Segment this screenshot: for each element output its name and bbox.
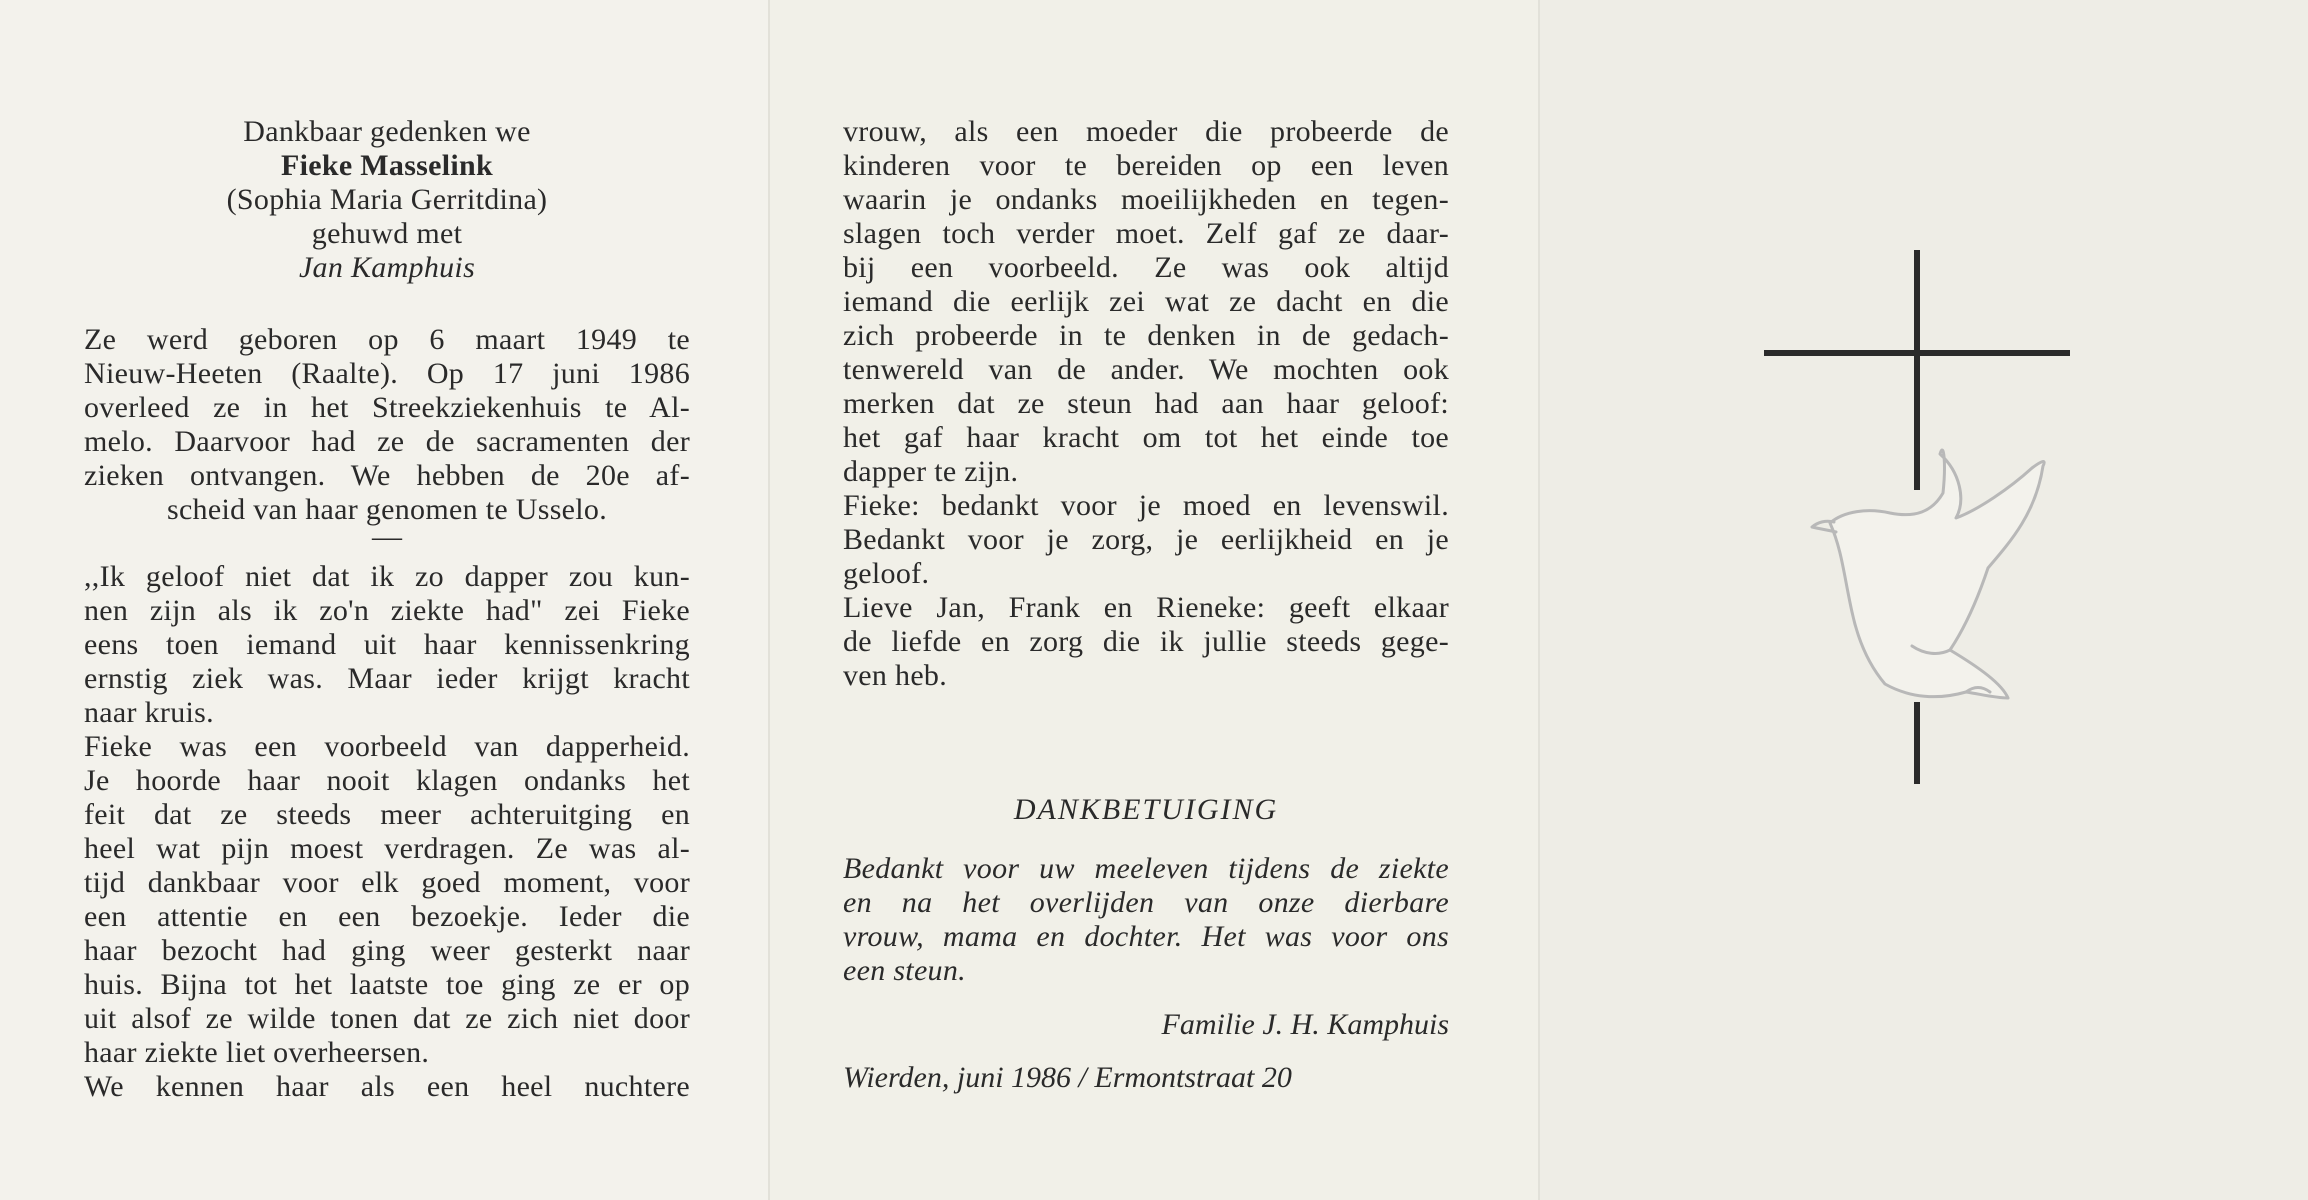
cont-line: iemand die eerlijk zei wat ze dacht en die <box>843 285 1449 318</box>
story-line: tijd dankbaar voor elk goed moment, voor <box>84 866 690 899</box>
bio-line: scheid van haar genomen te Usselo. <box>166 493 608 526</box>
bio-line: Ze werd geboren op 6 maart 1949 te <box>84 323 690 356</box>
fold-line <box>768 0 770 1200</box>
cont-line: het gaf haar kracht om tot het einde toe <box>843 421 1449 454</box>
married-line: gehuwd met <box>311 217 463 250</box>
fold-line <box>1538 0 1540 1200</box>
story-line: haar bezocht had ging weer gesterkt naar <box>84 934 690 967</box>
thanks-title: DANKBETUIGING <box>1013 793 1279 826</box>
place-date: Wierden, juni 1986 / Ermontstraat 20 <box>843 1061 1292 1094</box>
thanks-line: vrouw, mama en dochter. Het was voor ons <box>843 920 1449 953</box>
cont-line: zich probeerde in te denken in de gedach- <box>843 319 1449 352</box>
dove-icon <box>1812 450 2044 698</box>
story-line: uit alsof ze wilde tonen dat ze zich niet door <box>84 1002 690 1035</box>
cont-line: waarin je ondanks moeilijkheden en tegen- <box>843 183 1449 216</box>
story-line: heel wat pijn moest verdragen. Ze was al- <box>84 832 690 865</box>
story-line: huis. Bijna tot het laatste toe ging ze er op <box>84 968 690 1001</box>
family-line: ven heb. <box>843 659 948 692</box>
quote-line: ernstig ziek was. Maar ieder krijgt kracht <box>84 662 690 695</box>
family-line: Lieve Jan, Frank en Rieneke: geeft elkaar <box>843 591 1449 624</box>
quote-paragraph <box>84 560 690 1104</box>
quote-line: naar kruis. <box>84 696 214 729</box>
cont-line: dapper te zijn. <box>843 455 1019 488</box>
story-line: Je hoorde haar nooit klagen ondanks het <box>84 764 690 797</box>
story-line: Fieke was een voorbeeld van dapperheid. <box>84 730 690 763</box>
thanks-body <box>843 852 1449 988</box>
bio-line: overleed ze in het Streekziekenhuis te Al- <box>84 391 690 424</box>
bio-line: melo. Daarvoor had ze de sacramenten der <box>84 425 690 458</box>
deceased-name: Fieke Masselink <box>281 149 493 182</box>
signature: Familie J. H. Kamphuis <box>1161 1008 1449 1041</box>
quote-line: nen zijn als ik zo'n ziekte had" zei Fieke <box>84 594 690 627</box>
farewell-line: Bedankt voor je zorg, je eerlijkheid en je <box>843 523 1449 556</box>
cont-line: tenwereld van de ander. We mochten ook <box>843 353 1449 386</box>
quote-line: eens toen iemand uit haar kennissenkring <box>84 628 690 661</box>
story-line: haar ziekte liet overheersen. <box>84 1036 430 1069</box>
continued-text <box>843 115 1449 693</box>
spouse-name: Jan Kamphuis <box>298 251 476 284</box>
cont-line: merken dat ze steun had aan haar geloof: <box>843 387 1449 420</box>
thanks-line: Bedankt voor uw meeleven tijdens de ziekte <box>843 852 1449 885</box>
quote-line: ,,Ik geloof niet dat ik zo dapper zou kun- <box>84 560 690 593</box>
cross-dove-symbol <box>1760 250 2110 790</box>
cont-line: bij een voorbeeld. Ze was ook altijd <box>843 251 1449 284</box>
cont-line: slagen toch verder moet. Zelf gaf ze daar- <box>843 217 1449 250</box>
story-line: We kennen haar als een heel nuchtere <box>84 1070 690 1103</box>
biography <box>84 323 690 527</box>
intro-line: Dankbaar gedenken we <box>243 115 531 148</box>
memorial-header <box>84 115 690 285</box>
divider: — <box>372 520 402 553</box>
farewell-line: geloof. <box>843 557 930 590</box>
thanks-line: een steun. <box>843 954 966 987</box>
story-line: feit dat ze steeds meer achteruitging en <box>84 798 690 831</box>
bio-line: zieken ontvangen. We hebben de 20e af- <box>84 459 690 492</box>
family-line: de liefde en zorg die ik jullie steeds gege- <box>843 625 1449 658</box>
farewell-line: Fieke: bedankt voor je moed en levenswil. <box>843 489 1449 522</box>
bio-line: Nieuw-Heeten (Raalte). Op 17 juni 1986 <box>84 357 690 390</box>
thanks-line: en na het overlijden van onze dierbare <box>843 886 1449 919</box>
story-line: een attentie en een bezoekje. Ieder die <box>84 900 690 933</box>
full-name: (Sophia Maria Gerritdina) <box>226 183 548 216</box>
cont-line: vrouw, als een moeder die probeerde de <box>843 115 1449 148</box>
cont-line: kinderen voor te bereiden op een leven <box>843 149 1449 182</box>
